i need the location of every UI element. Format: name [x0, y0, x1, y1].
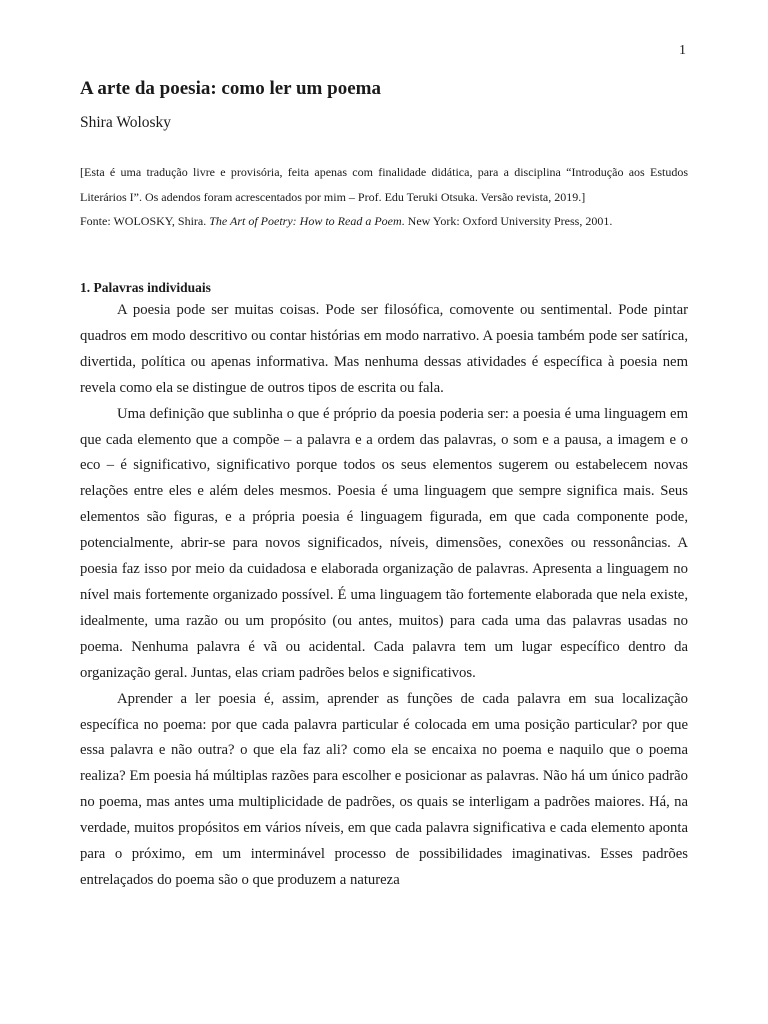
author-name: Shira Wolosky	[80, 114, 172, 131]
source-suffix: . New York: Oxford University Press, 2001.	[401, 214, 613, 228]
paragraph: Uma definição que sublinha o que é próprio da poesia poderia ser: a poesia é uma linguagem em que cada elemento que a compõe – a palavra e a ordem das palavras, o som e a pausa, a imagem e o eco – é significativo, significativo porque todos os seus elementos sugerem ou estabelecem novas relações entre eles e além deles mesmos. Poesia é uma linguagem que sempre significa mais. Seus elementos são figuras, e a própria poesia é linguagem figurada, em que cada componente pode, potencialmente, abrir-se para novos significados, níveis, dimensões, conexões ou ressonâncias. A poesia faz isso por meio da cuidadosa e elaborada organização de palavras. Apresenta a linguagem no nível mais fortemente organizado possível. É uma linguagem tão fortemente elaborada que nela existe, idealmente, uma razão ou um propósito (ou antes, muitos) para cada uma das palavras usadas no poema. Nenhuma palavra é vã ou acidental. Cada palavra tem um lugar específico dentro da organização geral. Juntas, elas criam padrões belos e significativos.	[80, 405, 688, 681]
paragraph: Aprender a ler poesia é, assim, aprender as funções de cada palavra em sua localização específica no poema: por que cada palavra particular é colocada em uma posição particular? por que essa palavra e não outra? o que ela faz ali? como ela se encaixa no poema e naquilo que o poema realiza? Em poesia há múltiplas razões para escolher e posicionar as palavras. Não há um único padrão no poema, mas antes uma multiplicidade de padrões, os quais se interligam a padrões maiores. Há, na verdade, muitos propósitos em vários níveis, em que cada palavra significativa e cada elemento aponta para o próximo, em um interminável processo de possibilidades imaginativas. Esses padrões entrelaçados do poema são o que produzem a natureza	[80, 690, 688, 888]
page-number: 1	[679, 43, 686, 58]
source-title: The Art of Poetry: How to Read a Poem	[209, 214, 402, 228]
section-heading: 1. Palavras individuais	[80, 280, 211, 295]
translation-note: [Esta é uma tradução livre e provisória, feita apenas com finalidade didática, para a disciplina “Introdução aos Estudos Literários I”. Os adendos foram acrescentados por mim – Prof. Edu Teruki Otsuka. Versão revista, 2019.]	[80, 165, 688, 204]
paragraph: A poesia pode ser muitas coisas. Pode ser filosófica, comovente ou sentimental. Pode pintar quadros em modo descritivo ou contar histórias em modo narrativo. A poesia também pode ser satírica, divertida, política ou apenas informativa. Mas nenhuma dessas atividades é específica à poesia nem revela como ela se distingue de outros tipos de escrita ou fala.	[80, 302, 688, 396]
translator-note-block	[80, 160, 688, 234]
section-body	[80, 298, 688, 894]
source-prefix: Fonte: WOLOSKY, Shira.	[80, 214, 210, 228]
source-citation	[80, 209, 688, 234]
document-title: A arte da poesia: como ler um poema	[80, 78, 381, 99]
